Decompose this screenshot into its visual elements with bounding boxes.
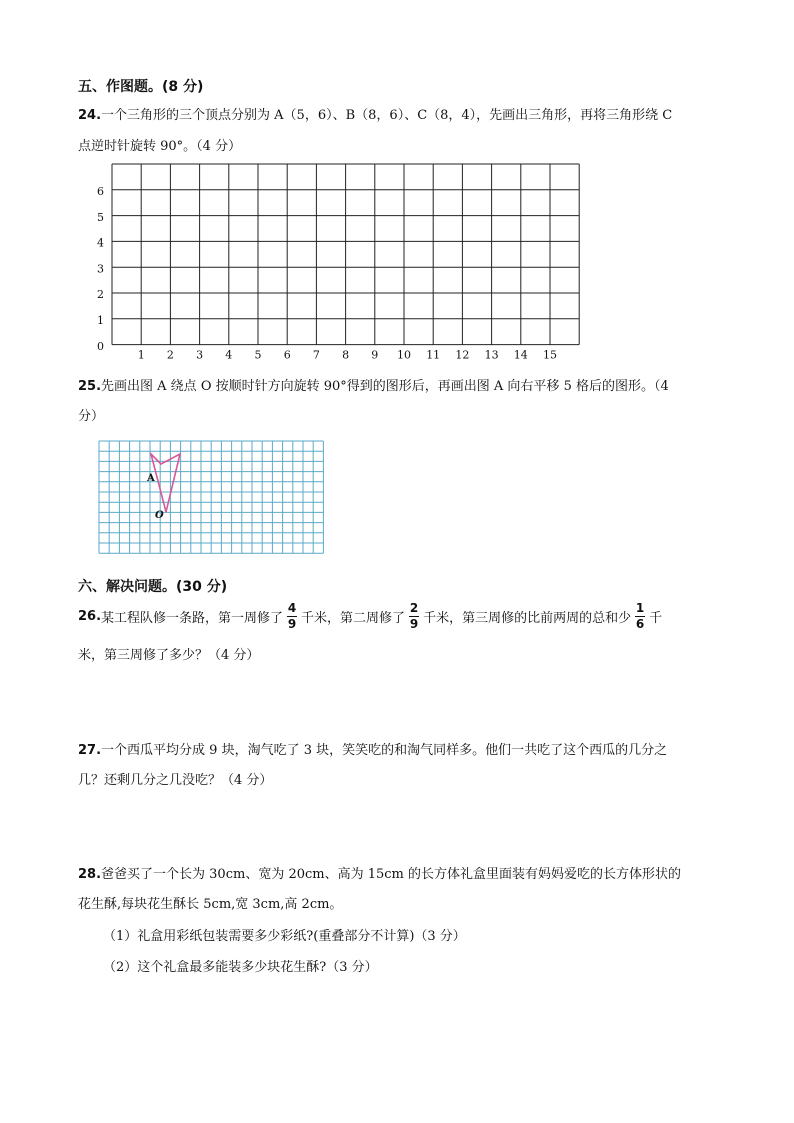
q24-number: 24. bbox=[78, 108, 102, 123]
x-tick-label: 11 bbox=[426, 348, 441, 362]
q25-line-1 bbox=[78, 375, 669, 394]
y-tick-label: 5 bbox=[97, 210, 104, 224]
q27-line-1 bbox=[78, 739, 667, 758]
label-a: A bbox=[147, 473, 155, 484]
y-tick-label: 2 bbox=[97, 288, 104, 302]
q25-grid-lines bbox=[99, 441, 323, 553]
section-6-title: 六、解决问题。(30 分) bbox=[78, 579, 228, 595]
q26-fraction-2-numerator: 2 bbox=[409, 600, 419, 615]
q28-sub-question-1: （1）礼盒用彩纸包装需要多少彩纸?(重叠部分不计算)（3 分） bbox=[103, 929, 466, 944]
q25-text-1: 先画出图 A 绕点 O 按顺时针方向旋转 90°得到的图形后，再画出图 A 向右平移 5 格后的图形。（4 bbox=[101, 379, 669, 394]
q24-line-1 bbox=[78, 104, 672, 123]
label-o: O bbox=[155, 510, 164, 521]
x-tick-label: 5 bbox=[254, 348, 262, 362]
y-tick-label: 4 bbox=[97, 236, 104, 250]
q26-fraction-3 bbox=[635, 602, 645, 631]
q24-text-1: 一个三角形的三个顶点分别为 A（5，6）、B（8，6）、C（8，4），先画出三角形，再将三角形绕 C bbox=[101, 108, 673, 123]
q26-text-3: 千米，第三周修的比前两周的总和少 bbox=[423, 610, 632, 626]
q28-sub-question-2: （2）这个礼盒最多能装多少块花生酥?（3 分） bbox=[103, 960, 378, 975]
x-tick-label: 2 bbox=[166, 348, 174, 362]
q27-text-1: 一个西瓜平均分成 9 块，淘气吃了 3 块，笑笑吃的和淘气同样多。他们一共吃了这个西瓜的几分之 bbox=[101, 743, 668, 758]
q28-text-1: 爸爸买了一个长为 30cm、宽为 20cm、高为 15cm 的长方体礼盒里面装有妈妈爱吃的长方体形状的 bbox=[101, 867, 682, 882]
x-tick-label: 4 bbox=[225, 348, 233, 362]
q26-fraction-3-numerator: 1 bbox=[635, 600, 645, 615]
q28-line-1 bbox=[78, 863, 681, 882]
x-tick-label: 15 bbox=[543, 348, 557, 362]
y-tick-label: 3 bbox=[97, 262, 104, 276]
x-tick-label: 3 bbox=[196, 348, 204, 362]
q26-fraction-2 bbox=[409, 602, 419, 631]
q24-x-axis-labels bbox=[138, 349, 557, 362]
y-tick-label: 6 bbox=[97, 185, 104, 198]
x-tick-label: 8 bbox=[342, 348, 350, 362]
y-tick-label: 1 bbox=[97, 314, 104, 327]
x-tick-label: 14 bbox=[513, 348, 528, 362]
x-tick-label: 13 bbox=[484, 348, 499, 362]
x-tick-label: 6 bbox=[283, 348, 291, 362]
q24-coordinate-grid bbox=[88, 158, 588, 363]
x-tick-label: 10 bbox=[397, 348, 411, 362]
q24-grid-lines bbox=[112, 164, 579, 345]
q26-number: 26. bbox=[78, 608, 102, 624]
x-tick-label: 7 bbox=[312, 348, 320, 362]
section-5-title: 五、作图题。(8 分) bbox=[78, 79, 204, 95]
x-tick-label: 1 bbox=[137, 348, 145, 362]
q25-number: 25. bbox=[78, 379, 102, 394]
q26-text-1: 某工程队修一条路，第一周修了 bbox=[101, 610, 284, 626]
x-tick-label: 12 bbox=[455, 348, 470, 362]
q25-square-grid bbox=[96, 437, 328, 565]
q26-line-1 bbox=[78, 599, 662, 633]
q26-fraction-1-denominator: 9 bbox=[287, 616, 297, 631]
q27-line-2: 几？还剩几分之几没吃？（4 分） bbox=[78, 773, 273, 788]
q26-fraction-2-denominator: 9 bbox=[409, 616, 419, 631]
x-tick-label: 9 bbox=[371, 348, 379, 362]
q28-number: 28. bbox=[78, 867, 102, 882]
q26-fraction-3-denominator: 6 bbox=[635, 616, 645, 631]
figure-a-shape bbox=[151, 454, 180, 512]
q26-fraction-1 bbox=[287, 602, 297, 631]
q28-line-2: 花生酥,每块花生酥长 5cm,宽 3cm,高 2cm。 bbox=[78, 897, 343, 912]
q25-line-2: 分） bbox=[78, 409, 105, 424]
y-tick-label: 0 bbox=[97, 339, 104, 353]
q24-y-axis-labels bbox=[97, 185, 104, 353]
q27-number: 27. bbox=[78, 743, 102, 758]
q26-line-2: 米，第三周修了多少？（4 分） bbox=[78, 648, 260, 663]
q26-text-4: 千 bbox=[649, 610, 663, 626]
q26-text-2: 千米，第二周修了 bbox=[301, 610, 406, 626]
q24-line-2: 点逆时针旋转 90°。（4 分） bbox=[78, 139, 242, 154]
q26-fraction-1-numerator: 4 bbox=[287, 600, 297, 615]
